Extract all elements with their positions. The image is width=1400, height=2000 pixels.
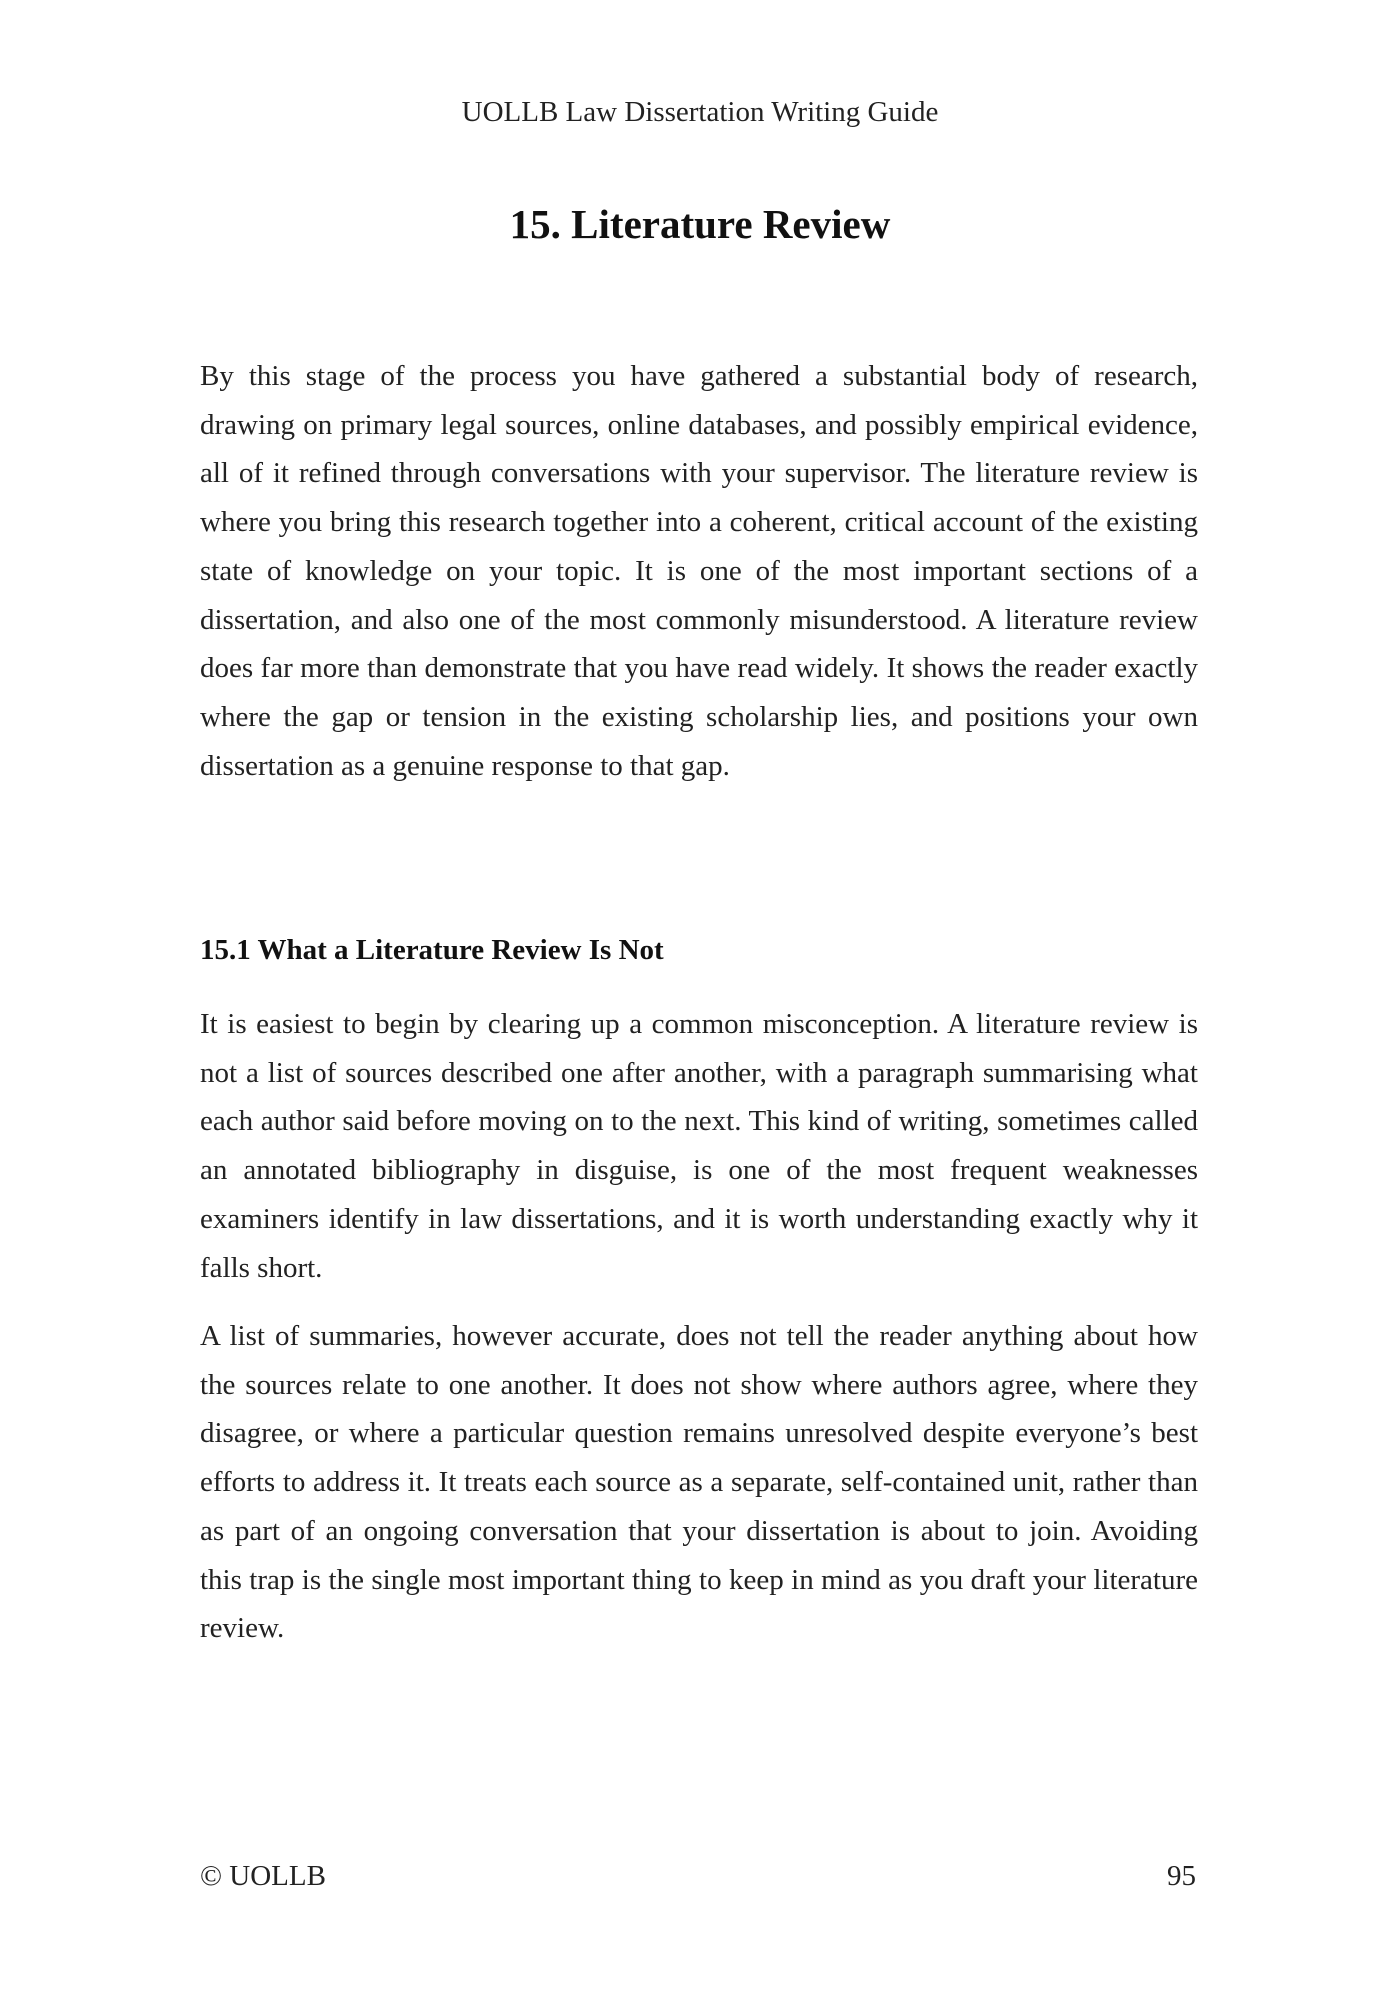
running-header: UOLLB Law Dissertation Writing Guide (461, 96, 939, 128)
section-paragraph: A list of summaries, however accurate, does not tell the reader anything about how the sources relate to one another. It does not show where authors agree, where they disagree, or where a particular question remains unresolved despite everyone’s best efforts to address it. It treats each source as a separate, self-contained unit, rather than as part of an ongoing conversation that your dissertation is about to join. Avoiding this trap is the single most important thing to keep in mind as you draft your literature review. (200, 1320, 1198, 1645)
page-number: 95 (1167, 1860, 1196, 1892)
section-heading: 15.1 What a Literature Review Is Not (200, 934, 664, 966)
chapter-title: 15. Literature Review (509, 201, 891, 247)
section-paragraph: It is easiest to begin by clearing up a common misconception. A literature review is not a list of sources described one after another, with a paragraph summarising what each author said before moving on to the next. This kind of writing, sometimes called an annotated bibliography in disguise, is one of the most frequent weaknesses examiners identify in law dissertations, and it is worth understanding exactly why it falls short. (200, 1008, 1198, 1284)
intro-paragraph: By this stage of the process you have gathered a substantial body of research, drawing on primary legal sources, online databases, and possibly empirical evidence, all of it refined through conversations with your supervisor. The literature review is where you bring this research together into a coherent, critical account of the existing state of knowledge on your topic. It is one of the most important sections of a dissertation, and also one of the most commonly misunderstood. A literature review does far more than demonstrate that you have read widely. It shows the reader exactly where the gap or tension in the existing scholarship lies, and positions your own dissertation as a genuine response to that gap. (200, 360, 1198, 782)
footer-copyright: © UOLLB (200, 1860, 326, 1892)
